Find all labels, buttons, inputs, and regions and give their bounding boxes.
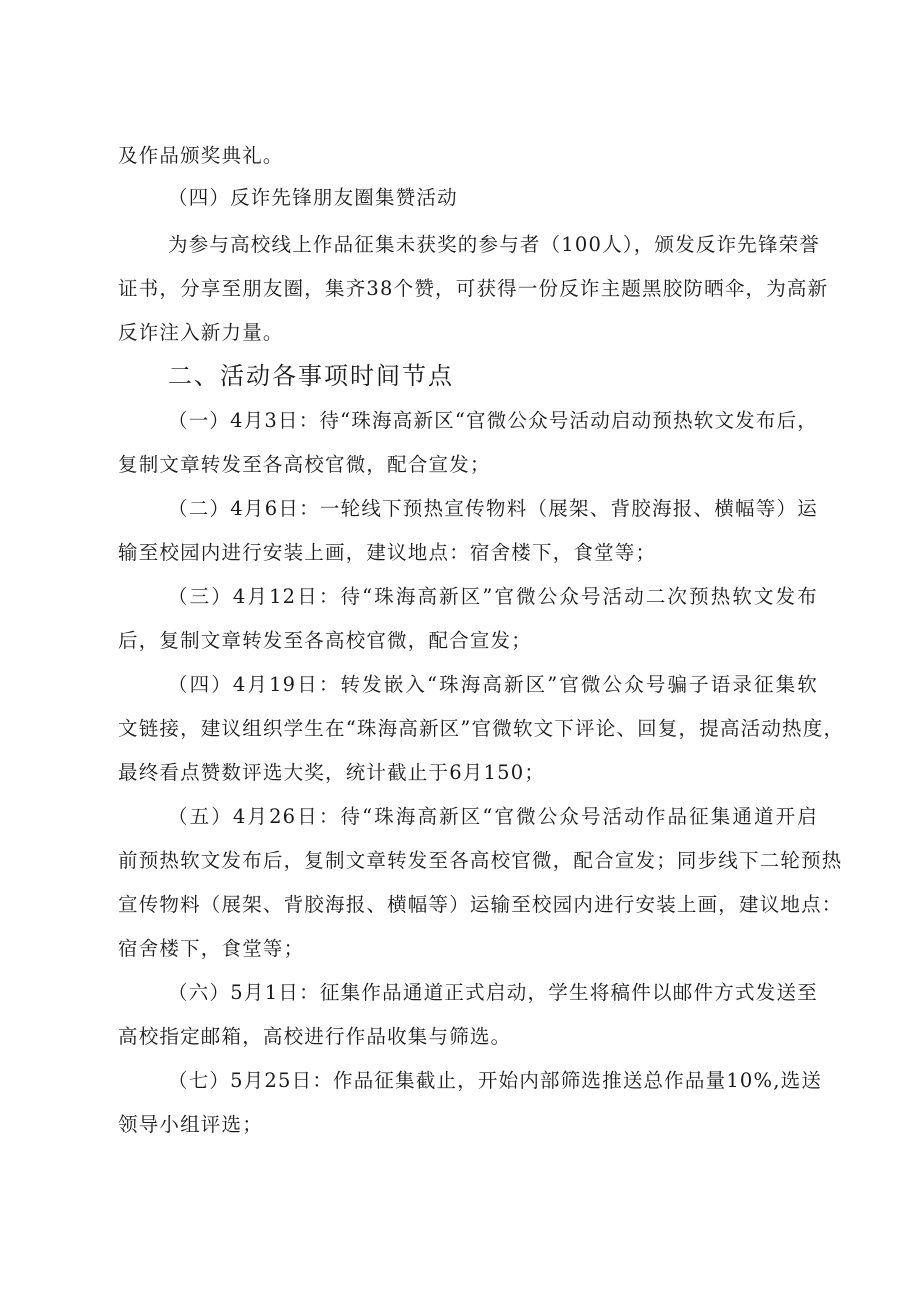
paragraph-line: 前预热软文发布后，复制文章转发至各高校官微，配合宣发；同步线下二轮预热 — [118, 849, 843, 872]
sub-heading: （四）反诈先锋朋友圈集赞活动 — [168, 186, 458, 209]
paragraph-line: 反诈注入新力量。 — [118, 321, 284, 344]
paragraph-line: （四）4月19日：转发嵌入“珠海高新区”官微公众号骗子语录征集软 — [168, 673, 818, 696]
paragraph-line: （一）4月3日：待“珠海高新区“官微公众号活动启动预热软文发布后， — [168, 409, 818, 432]
paragraph-line: （七）5月25日：作品征集截止，开始内部筛选推送总作品量10%,选送 — [168, 1069, 823, 1092]
section-heading: 二、活动各事项时间节点 — [168, 362, 454, 390]
paragraph-line: 宣传物料（展架、背胶海报、横幅等）运输至校园内进行安装上画，建议地点： — [118, 893, 843, 916]
paragraph-line: 输至校园内进行安装上画，建议地点：宿舍楼下，食堂等； — [118, 541, 657, 564]
paragraph-line: 高校指定邮箱，高校进行作品收集与筛选。 — [118, 1025, 512, 1048]
paragraph-line: 宿舍楼下，食堂等； — [118, 937, 305, 960]
paragraph-line: 证书，分享至朋友圈，集齐38个赞，可获得一份反诈主题黑胶防晒伞，为高新 — [118, 277, 829, 300]
paragraph-line: 为参与高校线上作品征集未获奖的参与者（100人），颁发反诈先锋荣誉 — [168, 233, 821, 256]
paragraph-line: 文链接，建议组织学生在“珠海高新区”官微软文下评论、回复，提高活动热度， — [118, 717, 845, 740]
paragraph-line: 领导小组评选； — [118, 1113, 263, 1136]
paragraph-line: （五）4月26日：待“珠海高新区“官微公众号活动作品征集通道开启 — [168, 805, 818, 828]
paragraph-line: 及作品颁奖典礼。 — [118, 144, 284, 167]
paragraph-line: （六）5月1日：征集作品通道正式启动，学生将稿件以邮件方式发送至 — [168, 981, 818, 1004]
paragraph-line: 最终看点赞数评选大奖，统计截止于6月150； — [118, 761, 546, 784]
paragraph-line: （二）4月6日：一轮线下预热宣传物料（展架、背胶海报、横幅等）运 — [168, 497, 818, 520]
paragraph-line: （三）4月12日：待“珠海高新区”官微公众号活动二次预热软文发布 — [168, 585, 818, 608]
paragraph-line: 复制文章转发至各高校官微，配合宣发； — [118, 453, 491, 476]
paragraph-line: 后，复制文章转发至各高校官微，配合宣发； — [118, 629, 533, 652]
